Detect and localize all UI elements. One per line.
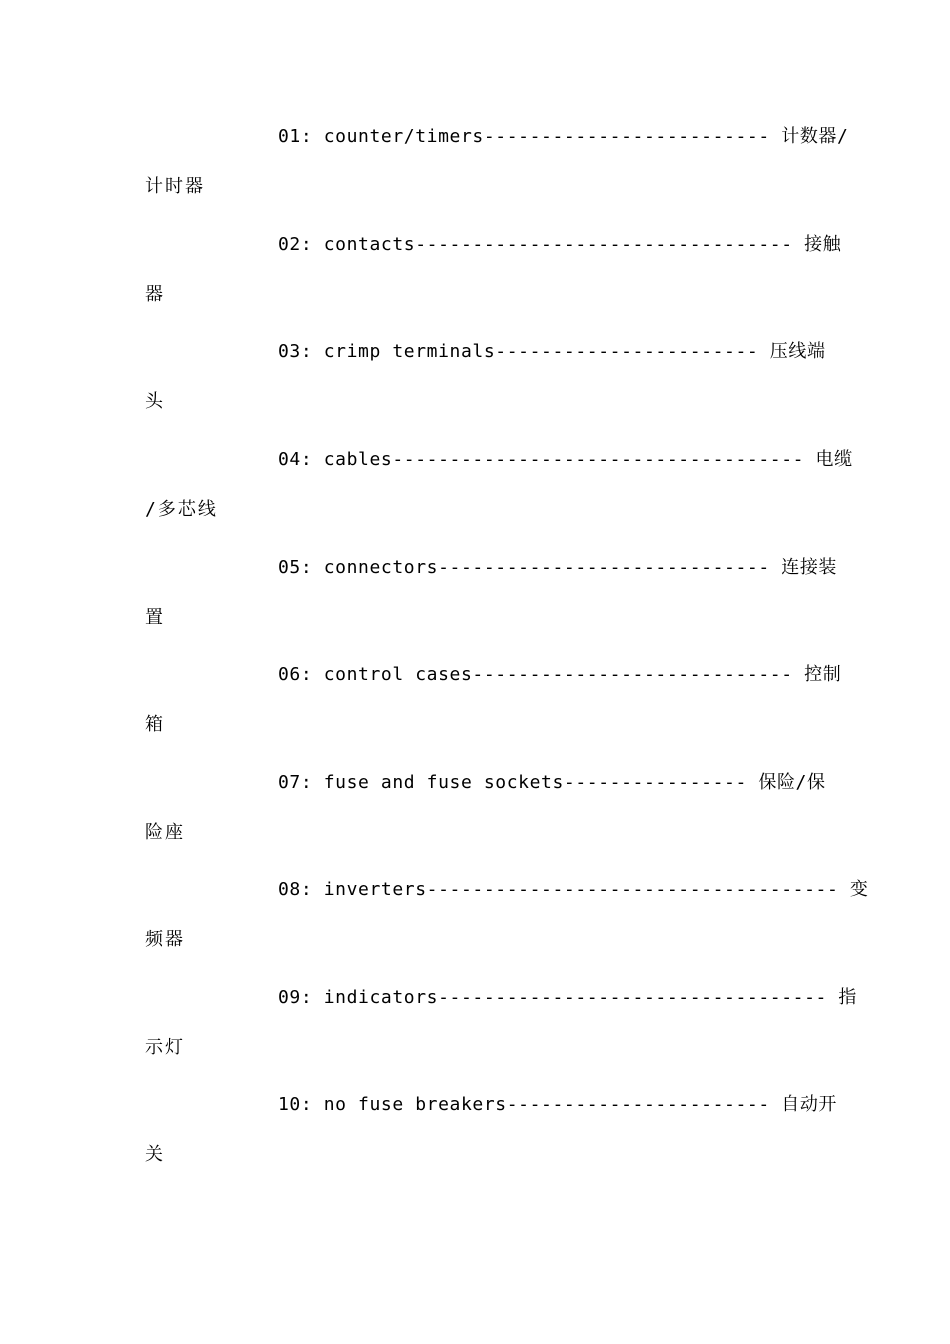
entry-term-line: 07: fuse and fuse sockets---------------- 保险/保 [278, 772, 826, 793]
entry-term-line: 08: inverters------------------------------------ 变 [278, 879, 869, 900]
entry-term-line: 04: cables------------------------------------ 电缆 [278, 449, 853, 470]
list-item [0, 124, 950, 232]
entry-translation-continuation: 箱 [145, 714, 165, 735]
entry-term-line: 02: contacts--------------------------------- 接触 [278, 234, 842, 255]
list-item [0, 662, 950, 770]
list-item [0, 877, 950, 985]
entry-translation-continuation: /多芯线 [145, 499, 218, 520]
entry-translation-continuation: 频器 [145, 929, 185, 950]
entry-translation-continuation: 器 [145, 284, 165, 305]
list-item [0, 985, 950, 1093]
entry-translation-continuation: 示灯 [145, 1037, 185, 1058]
entry-translation-continuation: 关 [145, 1144, 165, 1165]
entry-translation-continuation: 头 [145, 391, 165, 412]
list-item [0, 770, 950, 878]
entry-term-line: 06: control cases---------------------------- 控制 [278, 664, 842, 685]
entry-term-line: 10: no fuse breakers----------------------- 自动开 [278, 1094, 838, 1115]
list-item [0, 1092, 950, 1200]
entry-translation-continuation: 置 [145, 607, 165, 628]
entry-translation-continuation: 计时器 [145, 176, 205, 197]
entry-term-line: 01: counter/timers------------------------- 计数器/ [278, 126, 849, 147]
list-item [0, 339, 950, 447]
entry-term-line: 05: connectors----------------------------- 连接装 [278, 557, 838, 578]
entry-translation-continuation: 险座 [145, 822, 185, 843]
list-item [0, 447, 950, 555]
list-item [0, 232, 950, 340]
entry-term-line: 09: indicators---------------------------------- 指 [278, 987, 858, 1008]
entry-term-line: 03: crimp terminals----------------------- 压线端 [278, 341, 826, 362]
list-item [0, 555, 950, 663]
